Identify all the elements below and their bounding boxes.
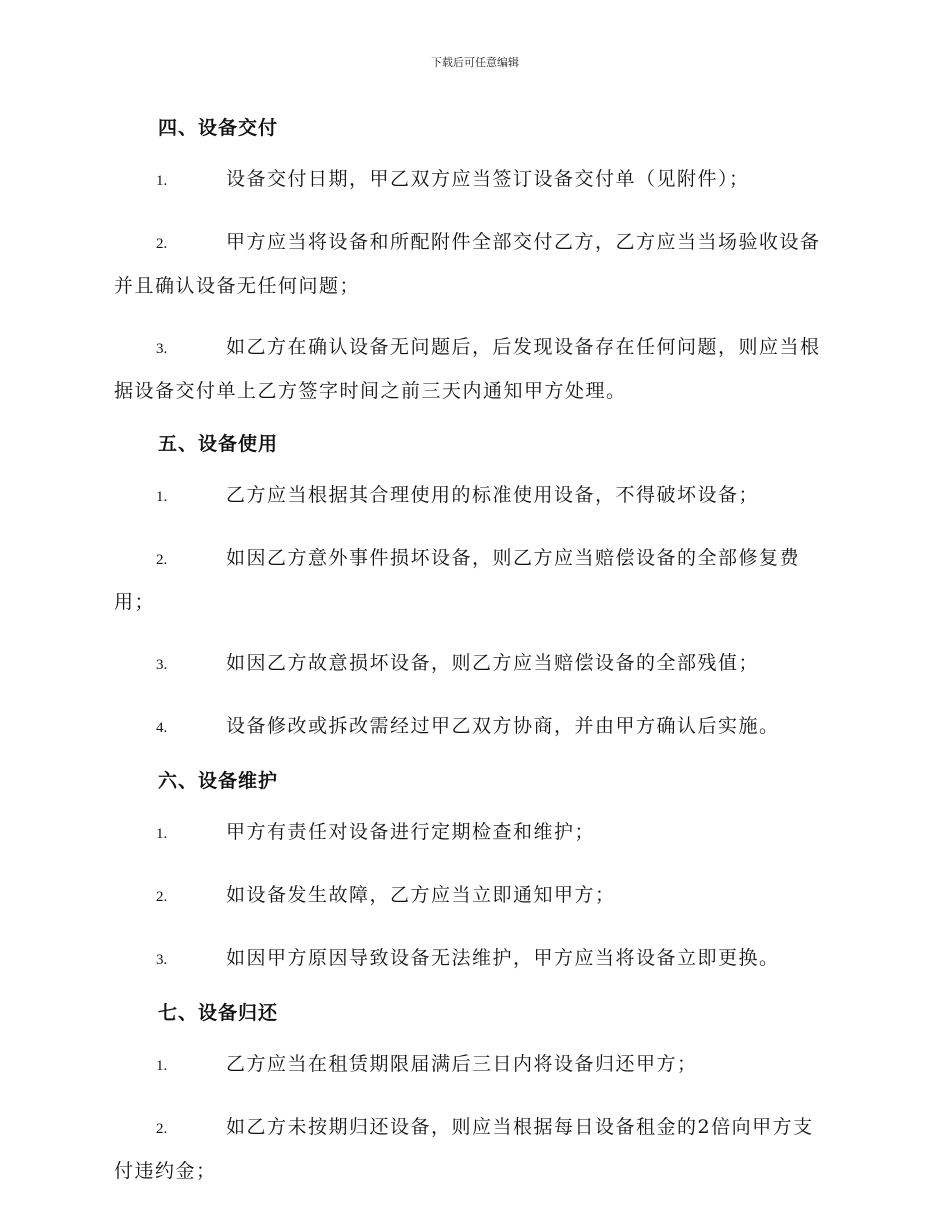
clause: [114, 874, 834, 918]
clause-number: 2.: [156, 1121, 168, 1137]
section-heading: 六、设备维护: [158, 770, 279, 792]
clause-number: 2.: [156, 889, 168, 905]
clause: [114, 474, 834, 518]
section-heading: 七、设备归还: [158, 1002, 279, 1024]
clause-text: 如乙方在确认设备无问题后，后发现设备存在任何问题，则应当根据设备交付单上乙方签字时间之前三天内通知甲方处理。: [114, 336, 821, 402]
clause-text: 甲方应当将设备和所配附件全部交付乙方，乙方应当当场验收设备并且确认设备无任何问题；: [114, 231, 821, 297]
section-heading: 五、设备使用: [158, 433, 279, 455]
clause: [114, 937, 834, 981]
clause-text: 如因甲方原因导致设备无法维护，甲方应当将设备立即更换。: [226, 947, 780, 969]
clause-text: 乙方应当根据其合理使用的标准使用设备，不得破坏设备；: [226, 484, 760, 506]
clause-text: 甲方有责任对设备进行定期检查和维护；: [226, 821, 596, 843]
clause-number: 1.: [156, 173, 168, 189]
clause-text: 如因乙方意外事件损坏设备，则乙方应当赔偿设备的全部修复费用；: [114, 547, 801, 613]
clause-number: 3.: [156, 657, 168, 673]
clause: [114, 811, 834, 855]
section-heading: 四、设备交付: [158, 117, 279, 139]
clause: [114, 537, 834, 623]
clause-text: 乙方应当在租赁期限届满后三日内将设备归还甲方；: [226, 1053, 698, 1075]
clause-number: 4.: [156, 720, 168, 736]
clause: [114, 705, 834, 749]
clause: [114, 1106, 834, 1192]
clause-text: 设备修改或拆改需经过甲乙双方协商，并由甲方确认后实施。: [226, 715, 780, 737]
clause-number: 1.: [156, 1058, 168, 1074]
document-body: [114, 106, 834, 1202]
clause: [114, 221, 834, 307]
clause-number: 3.: [156, 341, 168, 357]
clause: [114, 158, 834, 202]
page-header: 下载后可任意编辑: [431, 56, 519, 69]
clause-number: 2.: [156, 552, 168, 568]
clause-number: 2.: [156, 236, 168, 252]
clause: [114, 1043, 834, 1087]
clause-number: 3.: [156, 952, 168, 968]
clause: [114, 642, 834, 686]
clause-number: 1.: [156, 489, 168, 505]
clause-text: 如乙方未按期归还设备，则应当根据每日设备租金的2倍向甲方支付违约金；: [114, 1116, 814, 1182]
clause-text: 如因乙方故意损坏设备，则乙方应当赔偿设备的全部残值；: [226, 652, 760, 674]
clause-number: 1.: [156, 826, 168, 842]
clause: [114, 326, 834, 412]
clause-text: 设备交付日期，甲乙双方应当签订设备交付单（见附件）；: [226, 168, 750, 190]
clause-text: 如设备发生故障，乙方应当立即通知甲方；: [226, 884, 616, 906]
